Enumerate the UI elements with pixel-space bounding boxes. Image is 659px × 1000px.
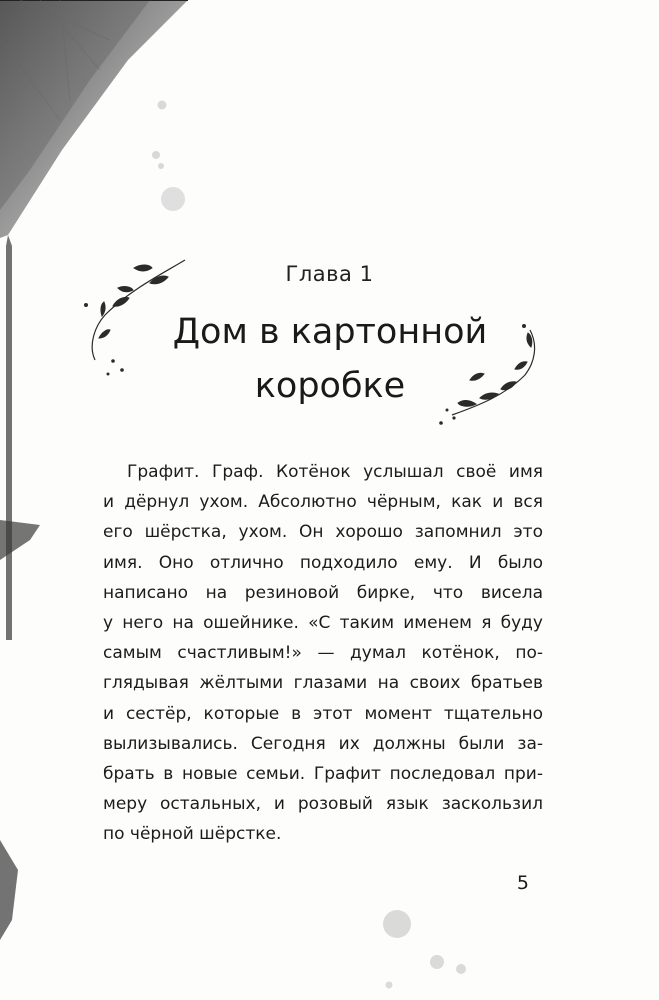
text-line: написано на резиновой бирке, что висела: [103, 582, 543, 603]
text-line: глядывая жёлтыми глазами на своих братьев: [103, 673, 543, 694]
bubbles-bottom-decoration: [383, 910, 466, 989]
chapter-title: [130, 305, 530, 413]
chapter-title-line: Дом в картонной: [172, 312, 488, 352]
text-line: Графит. Граф. Котёнок услышал своё имя: [127, 462, 543, 482]
text-line: вылизывались. Сегодня их должны были за-: [103, 733, 543, 754]
chapter-label: Глава 1: [285, 262, 374, 286]
text-line: по чёрной шёрстке.: [103, 824, 282, 845]
text-line: брать в новые семьи. Графит последовал при-: [103, 764, 543, 785]
text-line: меру остальных, и розовый язык заскользил: [103, 794, 543, 815]
text-line: его шёрстка, ухом. Он хорошо запомнил это: [103, 522, 543, 543]
chapter-title-line: коробке: [254, 366, 406, 406]
page-number: 5: [516, 872, 529, 894]
text-line: у него на ошейнике. «С таким именем я буду: [103, 613, 543, 634]
text-line: и сестёр, которые в этот момент тщательно: [103, 703, 543, 724]
bubbles-top-decoration: [152, 101, 185, 212]
text-line: и дёрнул ухом. Абсолютно чёрным, как и вся: [103, 492, 543, 513]
text-line: самым счастливым!» — думал котёнок, по-: [103, 643, 543, 664]
chapter-body-text: [103, 457, 543, 850]
text-line: имя. Оно отлично подходило ему. И было: [103, 552, 543, 573]
